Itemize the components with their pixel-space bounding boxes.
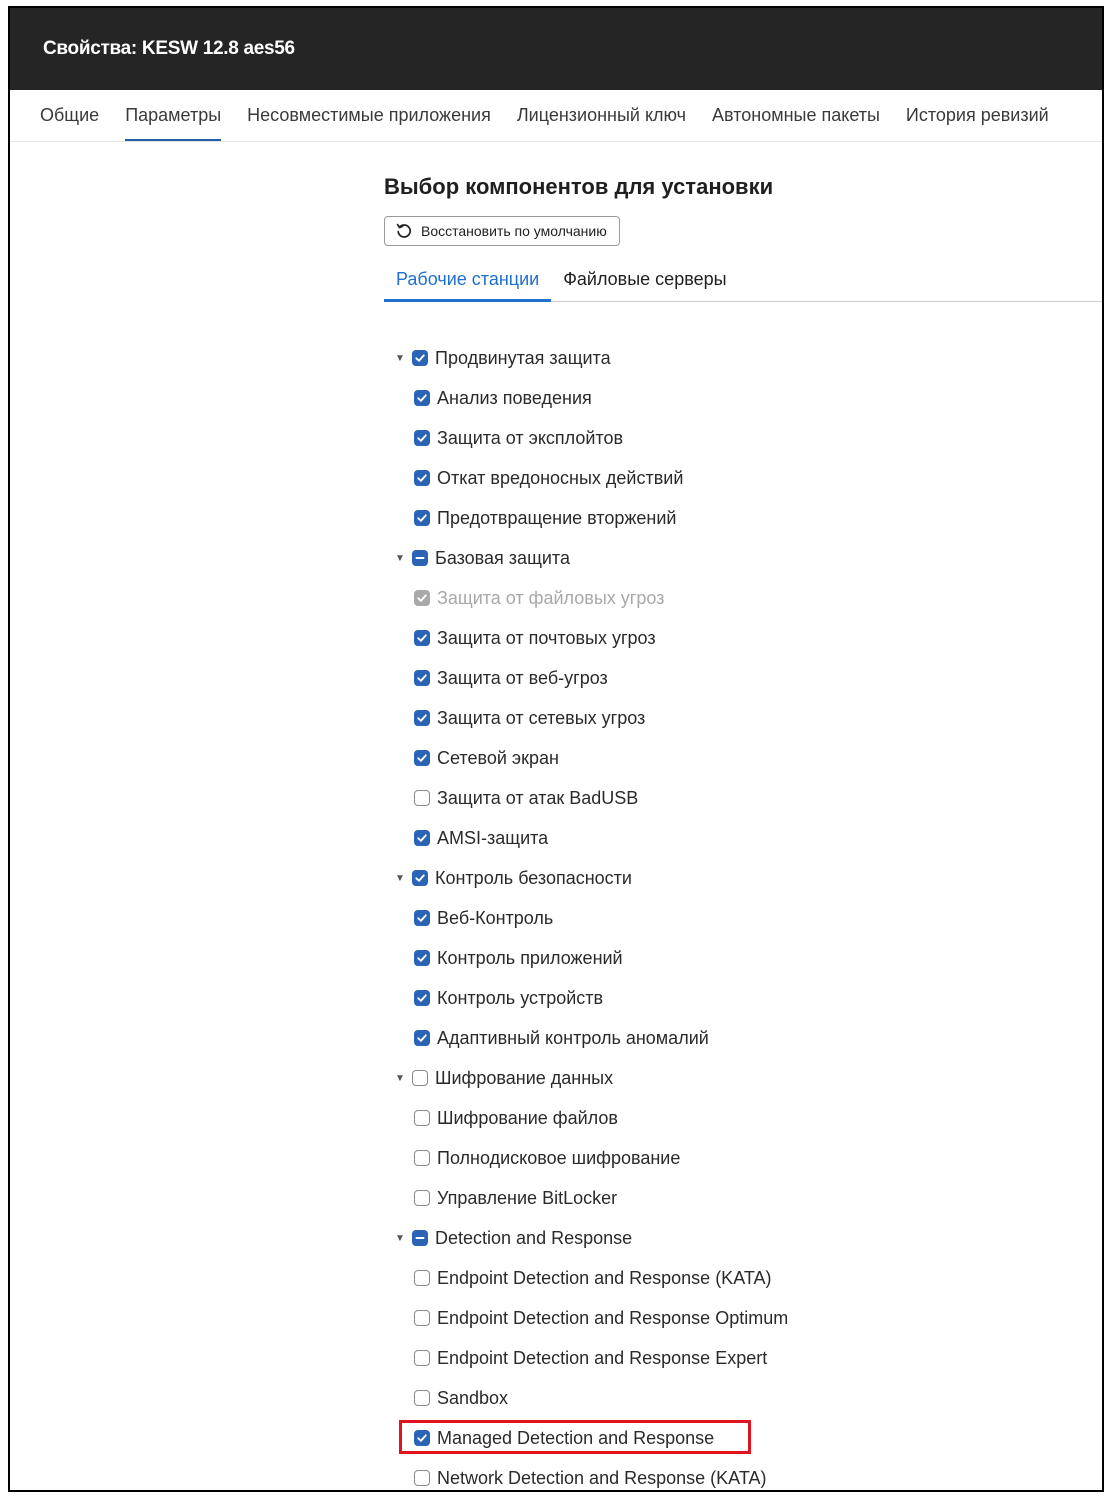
tree-item-row[interactable] <box>414 1018 709 1058</box>
tree-group-row[interactable] <box>394 1058 613 1098</box>
restore-defaults-button[interactable] <box>384 216 620 246</box>
restore-defaults-label: Восстановить по умолчанию <box>421 223 607 239</box>
tree-item-row[interactable] <box>414 738 559 778</box>
properties-tabs <box>10 90 1102 142</box>
component-label: Network Detection and Response (KATA) <box>437 1467 767 1488</box>
component-checkbox[interactable] <box>414 990 430 1006</box>
component-checkbox[interactable] <box>414 950 430 966</box>
component-label: Контроль безопасности <box>435 867 632 888</box>
tab-standalone-packages[interactable]: Автономные пакеты <box>712 105 880 125</box>
component-label: Шифрование данных <box>435 1067 614 1088</box>
component-label: Откат вредоносных действий <box>437 467 684 488</box>
component-label: Endpoint Detection and Response Expert <box>437 1347 768 1368</box>
component-checkbox[interactable] <box>412 1230 428 1246</box>
tree-item-row[interactable] <box>414 898 553 938</box>
tab-incompatible-apps[interactable]: Несовместимые приложения <box>247 105 491 125</box>
check-icon <box>416 432 428 444</box>
check-icon <box>414 352 426 364</box>
component-checkbox[interactable] <box>414 1150 430 1166</box>
check-icon <box>416 392 428 404</box>
component-label: Анализ поведения <box>437 387 592 408</box>
component-checkbox[interactable] <box>412 870 428 886</box>
components-panel <box>384 172 1102 1488</box>
minus-icon <box>414 1232 426 1244</box>
properties-window <box>8 6 1104 1492</box>
component-label: Защита от почтовых угроз <box>437 627 656 648</box>
tree-item-row[interactable] <box>414 818 548 858</box>
component-checkbox[interactable] <box>414 710 430 726</box>
component-label: Шифрование файлов <box>437 1107 618 1128</box>
tree-item-row[interactable] <box>414 1458 766 1492</box>
check-icon <box>416 832 428 844</box>
component-checkbox[interactable] <box>414 790 430 806</box>
tree-item-row[interactable] <box>414 978 603 1018</box>
component-checkbox[interactable] <box>414 910 430 926</box>
tab-general[interactable]: Общие <box>40 105 100 125</box>
window-titlebar <box>10 8 1102 90</box>
chevron-down-icon[interactable]: ▼ <box>395 872 405 884</box>
check-icon <box>416 712 428 724</box>
tree-group-row[interactable] <box>394 858 632 898</box>
component-label: Продвинутая защита <box>435 347 611 368</box>
component-label: Защита от веб-угроз <box>437 667 608 688</box>
component-checkbox <box>414 590 430 606</box>
component-label: Базовая защита <box>435 547 570 568</box>
tree-item-row[interactable] <box>414 1258 772 1298</box>
component-label: Контроль устройств <box>437 987 604 1008</box>
tree-item-row[interactable] <box>414 1138 680 1178</box>
tree-item-row[interactable] <box>414 938 623 978</box>
component-checkbox[interactable] <box>414 1430 430 1446</box>
chevron-down-icon[interactable]: ▼ <box>395 1232 405 1244</box>
check-icon <box>416 472 428 484</box>
component-label: Endpoint Detection and Response (KATA) <box>437 1267 772 1288</box>
component-label: Полнодисковое шифрование <box>437 1147 681 1168</box>
tree-item-row[interactable] <box>414 658 608 698</box>
component-label: Защита от атак BadUSB <box>437 787 639 808</box>
tab-revision-history[interactable]: История ревизий <box>905 105 1049 125</box>
component-checkbox[interactable] <box>414 670 430 686</box>
component-checkbox[interactable] <box>414 390 430 406</box>
component-checkbox[interactable] <box>414 430 430 446</box>
component-label: Защита от сетевых угроз <box>437 707 646 728</box>
component-checkbox[interactable] <box>412 1070 428 1086</box>
component-checkbox[interactable] <box>414 1350 430 1366</box>
check-icon <box>416 952 428 964</box>
chevron-down-icon[interactable]: ▼ <box>395 352 405 364</box>
component-label: Detection and Response <box>435 1227 633 1248</box>
tree-item-row[interactable] <box>414 698 645 738</box>
chevron-down-icon[interactable]: ▼ <box>395 552 405 564</box>
component-label: Sandbox <box>437 1387 509 1408</box>
component-checkbox[interactable] <box>414 1310 430 1326</box>
component-label: Предотвращение вторжений <box>437 507 677 528</box>
component-checkbox[interactable] <box>414 1190 430 1206</box>
window-title: Свойства: KESW 12.8 aes56 <box>43 38 295 59</box>
component-checkbox[interactable] <box>414 1470 430 1486</box>
tree-item-row[interactable] <box>414 618 656 658</box>
component-checkbox[interactable] <box>414 510 430 526</box>
tree-item-row[interactable] <box>414 1338 767 1378</box>
tab-license-key[interactable]: Лицензионный ключ <box>516 105 687 125</box>
component-checkbox[interactable] <box>414 470 430 486</box>
restore-icon <box>395 222 413 240</box>
component-label: Веб-Контроль <box>437 907 554 928</box>
component-checkbox[interactable] <box>414 1110 430 1126</box>
section-title: Выбор компонентов для установки <box>384 174 774 199</box>
tree-item-row[interactable] <box>414 1178 617 1218</box>
tree-item-row[interactable] <box>414 498 676 538</box>
component-checkbox[interactable] <box>412 350 428 366</box>
tree-group-row[interactable] <box>394 538 570 578</box>
component-label: Managed Detection and Response <box>437 1427 715 1448</box>
check-icon <box>414 872 426 884</box>
component-checkbox[interactable] <box>414 1270 430 1286</box>
tree-item-row[interactable] <box>414 418 623 458</box>
chevron-down-icon[interactable]: ▼ <box>395 1072 405 1084</box>
check-icon <box>416 632 428 644</box>
platform-subtabs <box>384 258 1102 302</box>
tree-group-row[interactable] <box>394 1218 632 1258</box>
component-label: Управление BitLocker <box>437 1187 618 1208</box>
subtab-workstations[interactable]: Рабочие станции <box>384 258 551 301</box>
component-checkbox[interactable] <box>414 630 430 646</box>
tree-item-row[interactable] <box>414 1298 788 1338</box>
component-checkbox[interactable] <box>414 750 430 766</box>
check-icon <box>416 992 428 1004</box>
component-label: AMSI-защита <box>437 827 549 848</box>
tree-item-row[interactable] <box>414 1418 714 1458</box>
check-icon <box>416 1432 428 1444</box>
tree-item-row[interactable] <box>414 778 638 818</box>
component-label: Защита от эксплойтов <box>437 427 624 448</box>
tree-item-row[interactable] <box>414 1378 508 1418</box>
check-icon <box>416 592 428 604</box>
component-label: Контроль приложений <box>437 947 623 968</box>
component-checkbox[interactable] <box>412 550 428 566</box>
component-checkbox[interactable] <box>414 1030 430 1046</box>
check-icon <box>416 912 428 924</box>
check-icon <box>416 512 428 524</box>
component-label: Защита от файловых угроз <box>437 587 665 608</box>
component-label: Endpoint Detection and Response Optimum <box>437 1307 789 1328</box>
component-checkbox[interactable] <box>414 830 430 846</box>
subtab-file-servers[interactable]: Файловые серверы <box>563 269 727 289</box>
minus-icon <box>414 552 426 564</box>
component-checkbox[interactable] <box>414 1390 430 1406</box>
check-icon <box>416 672 428 684</box>
tab-parameters[interactable]: Параметры <box>125 90 221 141</box>
component-label: Адаптивный контроль аномалий <box>437 1027 709 1048</box>
component-label: Сетевой экран <box>437 747 559 768</box>
tree-item-row[interactable] <box>414 578 664 618</box>
tree-item-row[interactable] <box>414 1098 618 1138</box>
check-icon <box>416 752 428 764</box>
tree-item-row[interactable] <box>414 458 683 498</box>
check-icon <box>416 1032 428 1044</box>
tree-item-row[interactable] <box>414 378 592 418</box>
tree-group-row[interactable] <box>394 338 611 378</box>
